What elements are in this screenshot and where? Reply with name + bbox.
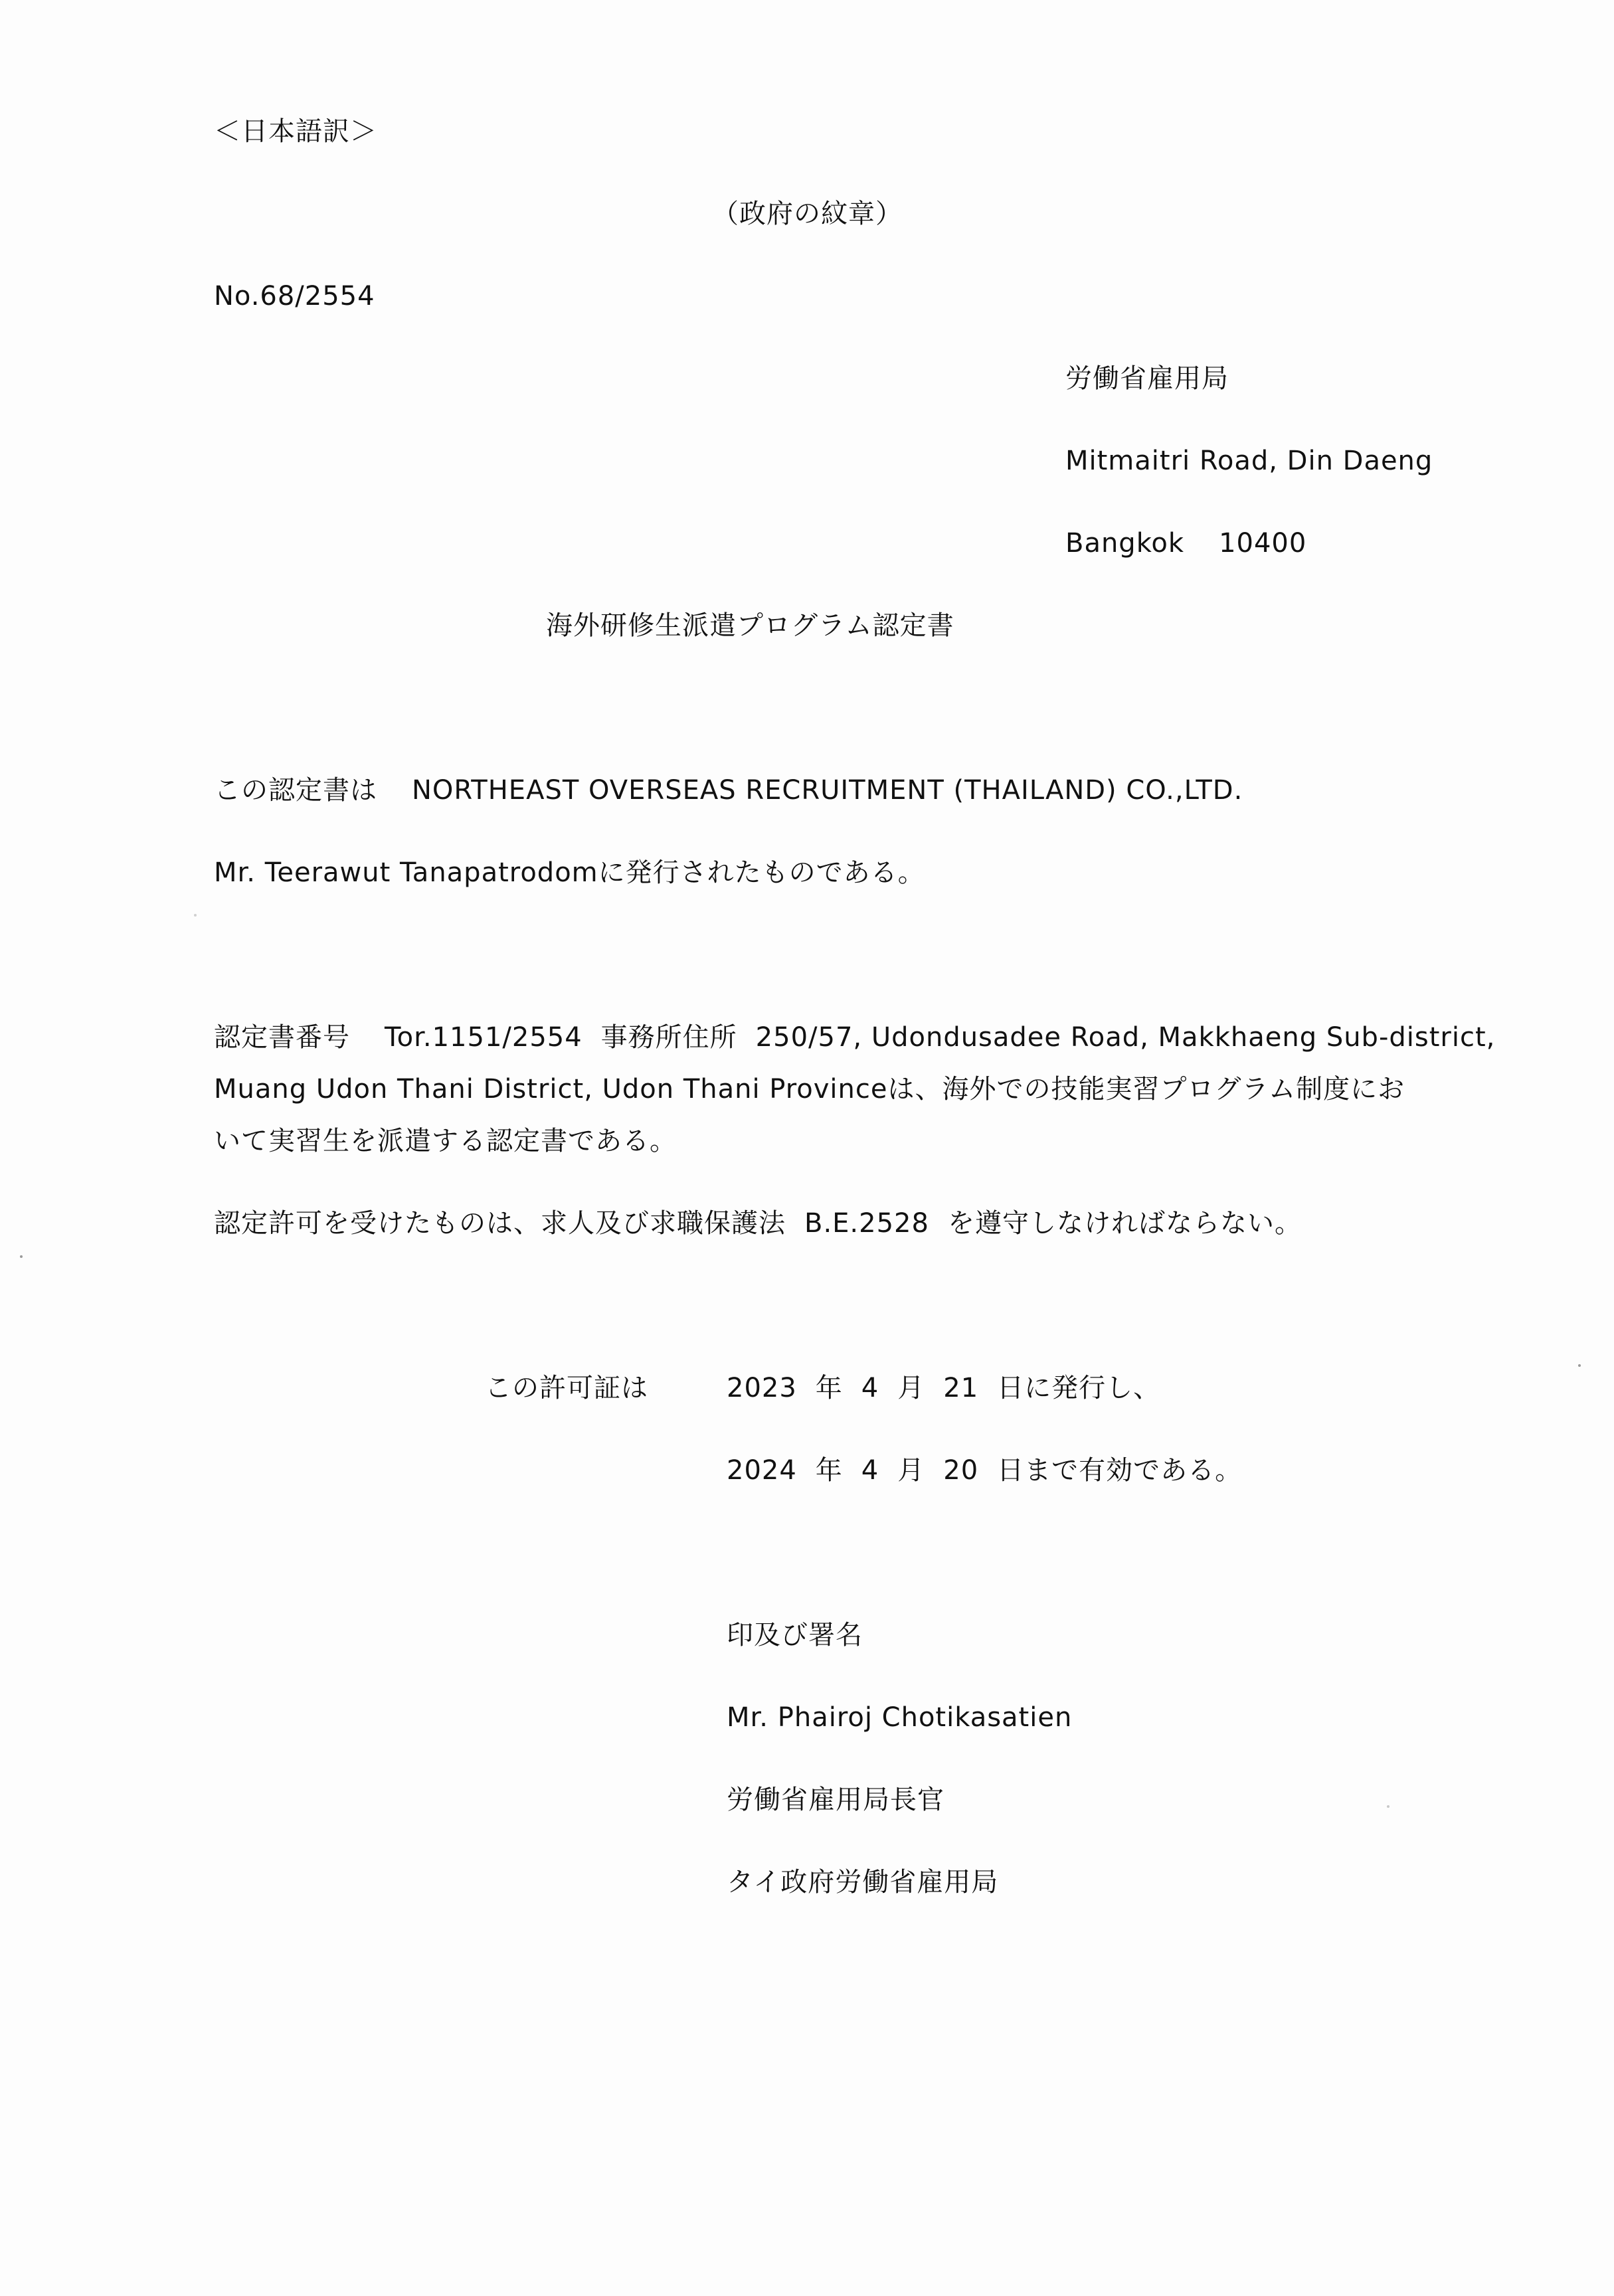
certificate-line-2	[214, 1072, 1405, 1106]
issue-year-unit: 年	[815, 1373, 843, 1403]
scan-speck	[194, 914, 197, 917]
recipient-line	[214, 773, 1243, 808]
issuer-city-name: Bangkok	[1065, 528, 1185, 559]
issue-year: 2023	[727, 1373, 797, 1403]
recipient-person-line	[214, 855, 925, 890]
certificate-number: Tor.1151/2554	[385, 1022, 583, 1053]
certificate-line-3: いて実習生を派遣する認定書である。	[214, 1126, 677, 1156]
issue-suffix: 日に発行し、	[997, 1373, 1161, 1403]
compliance-prefix: 認定許可を受けたものは、求人及び求職保護法	[214, 1208, 786, 1239]
issue-month-unit: 月	[897, 1373, 925, 1403]
scan-speck	[20, 1255, 23, 1258]
signatory-name: Mr. Phairoj Chotikasatien	[727, 1702, 1073, 1733]
expire-year-unit: 年	[815, 1455, 843, 1486]
document-title: 海外研修生派遣プログラム認定書	[546, 610, 954, 641]
office-address-label: 事務所住所	[600, 1022, 737, 1053]
certificate-line-1	[214, 1020, 1495, 1055]
validity-expire-line	[727, 1453, 1242, 1488]
certificate-number-label: 認定書番号	[214, 1022, 350, 1053]
expire-month-unit: 月	[897, 1455, 925, 1486]
translation-label: ＜日本語訳＞	[214, 116, 377, 147]
issuer-office: 労働省雇用局	[1065, 363, 1229, 394]
scan-speck	[1578, 1364, 1581, 1367]
issue-month: 4	[861, 1373, 879, 1403]
document-number: No.68/2554	[214, 281, 375, 311]
issuer-postcode: 10400	[1219, 528, 1307, 559]
office-address-line-2: Muang Udon Thani District, Udon Thani Province	[214, 1074, 888, 1104]
emblem-note: （政府の紋章）	[712, 199, 903, 229]
certificate-line-2-suffix: は、海外での技能実習プログラム制度にお	[887, 1074, 1405, 1104]
signatory-position: 労働省雇用局長官	[727, 1785, 944, 1815]
validity-issue-line	[727, 1371, 1160, 1405]
signatory-organization: タイ政府労働省雇用局	[727, 1867, 999, 1898]
recipient-person: Mr. Teerawut Tanapatrodom	[214, 857, 598, 888]
signature-label: 印及び署名	[727, 1620, 863, 1650]
office-address-line-1: 250/57, Udondusadee Road, Makkhaeng Sub-district,	[755, 1022, 1496, 1053]
validity-label: この許可証は	[485, 1373, 648, 1403]
recipient-company: NORTHEAST OVERSEAS RECRUITMENT (THAILAND) CO.,LTD.	[412, 775, 1243, 806]
recipient-intro: この認定書は	[214, 775, 377, 806]
compliance-suffix: を遵守しなければならない。	[947, 1208, 1302, 1239]
compliance-line	[214, 1206, 1302, 1241]
compliance-law: B.E.2528	[804, 1208, 929, 1239]
expire-month: 4	[861, 1455, 879, 1486]
expire-day: 20	[943, 1455, 979, 1486]
recipient-issued-suffix: に発行されたものである。	[598, 857, 925, 888]
issue-day: 21	[943, 1373, 979, 1403]
scan-speck	[1387, 1805, 1390, 1808]
issuer-city	[1065, 526, 1306, 561]
expire-suffix: 日まで有効である。	[997, 1455, 1243, 1486]
issuer-road: Mitmaitri Road, Din Daeng	[1065, 446, 1433, 476]
expire-year: 2024	[727, 1455, 797, 1486]
